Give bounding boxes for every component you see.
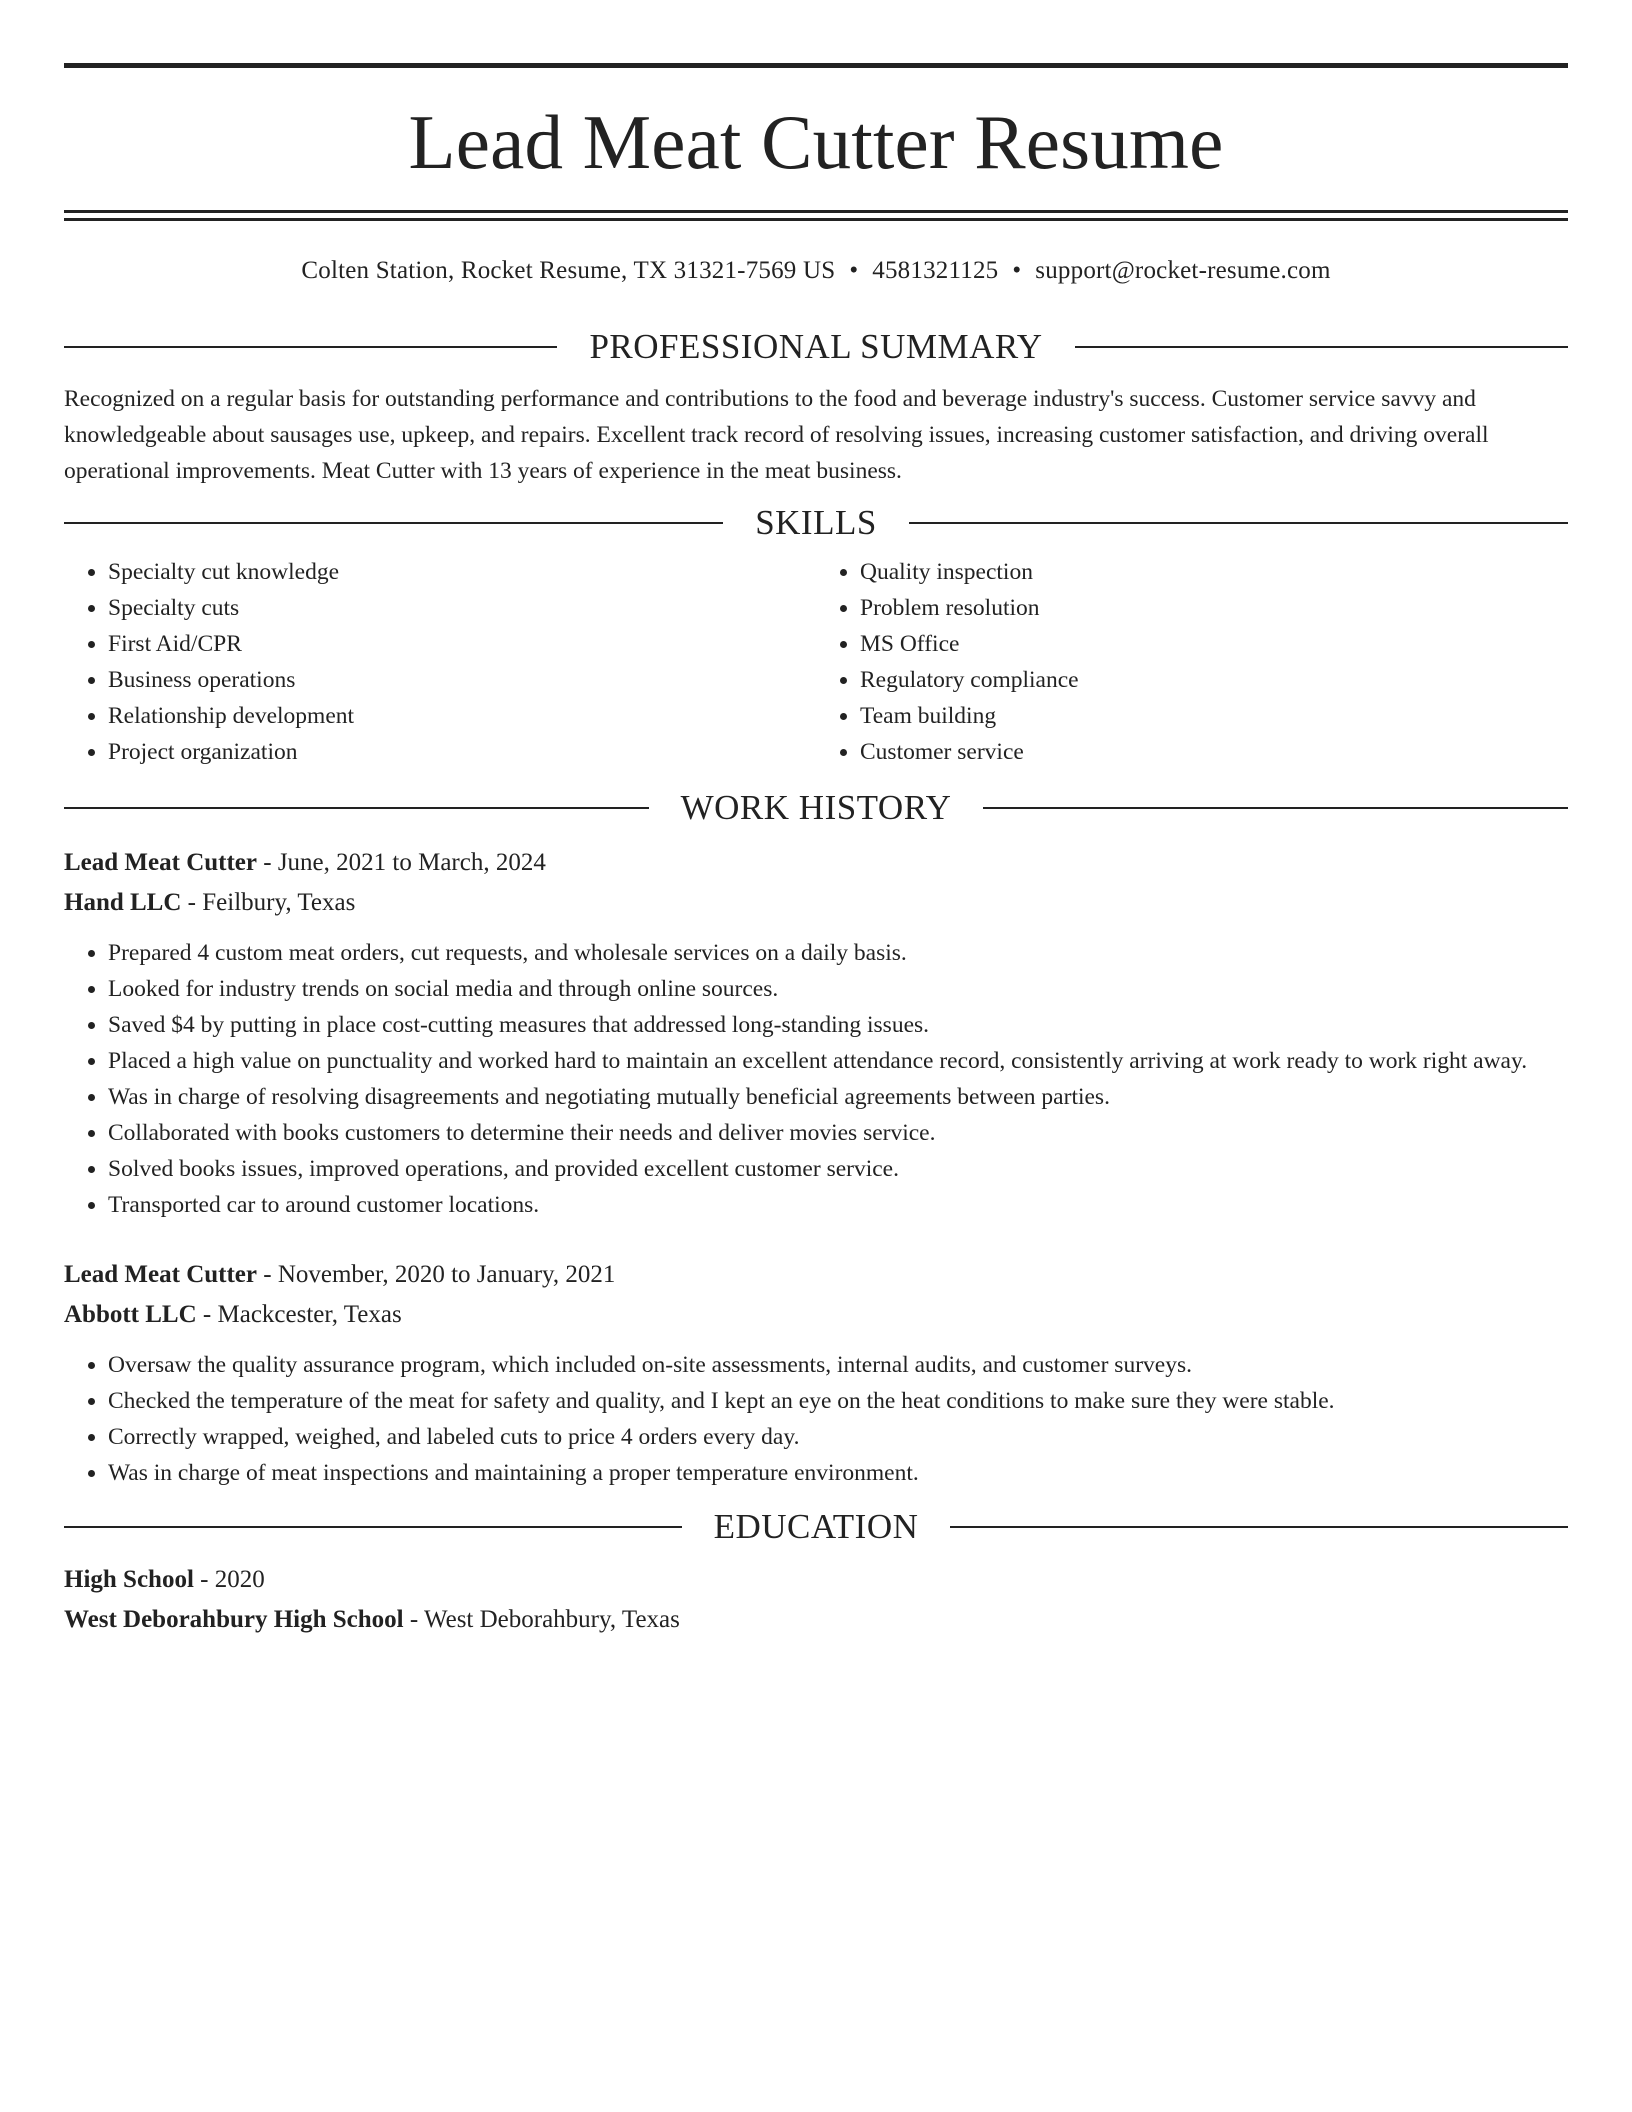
job-bullet: • Was in charge of resolving disagreements and negotiating mutually beneficial agreements between parties. bbox=[108, 1079, 1568, 1115]
job-bullet: • Was in charge of meat inspections and maintaining a proper temperature environment. bbox=[108, 1455, 1568, 1491]
job-company: Hand LLC bbox=[64, 889, 182, 916]
top-rule bbox=[64, 63, 1568, 68]
divider-line bbox=[1075, 346, 1568, 348]
job-company-line bbox=[64, 883, 1568, 923]
section-title: PROFESSIONAL SUMMARY bbox=[589, 327, 1043, 366]
job-bullet: • Solved books issues, improved operations, and provided excellent customer service. bbox=[108, 1151, 1568, 1187]
contact-email: support@rocket-resume.com bbox=[1035, 257, 1331, 284]
job-title: Lead Meat Cutter bbox=[64, 1261, 257, 1288]
work-heading bbox=[64, 790, 1568, 825]
skills-column-left bbox=[64, 554, 816, 770]
skill-item: • MS Office bbox=[860, 626, 1568, 662]
divider-line bbox=[64, 346, 557, 348]
job-bullet: • Checked the temperature of the meat for safety and quality, and I kept an eye on the heat conditions to make sure they were stable. bbox=[108, 1383, 1568, 1419]
contact-line bbox=[64, 258, 1568, 283]
job-bullet: • Looked for industry trends on social media and through online sources. bbox=[108, 971, 1568, 1007]
title-double-rule bbox=[64, 210, 1568, 221]
contact-phone: 4581321125 bbox=[872, 257, 999, 284]
skill-item: • Project organization bbox=[108, 734, 816, 770]
job-title-line bbox=[64, 1255, 1568, 1295]
job-bullets bbox=[64, 935, 1568, 1223]
job-bullet: • Placed a high value on punctuality and worked hard to maintain an excellent attendance record, consistently arriving at work ready to work right away. bbox=[108, 1043, 1568, 1079]
education-year: - 2020 bbox=[193, 1566, 265, 1593]
skill-item: • Business operations bbox=[108, 662, 816, 698]
job-entry bbox=[64, 1255, 1568, 1491]
education-entry bbox=[64, 1560, 1568, 1640]
skill-item: • Problem resolution bbox=[860, 590, 1568, 626]
resume-title: Lead Meat Cutter Resume bbox=[408, 99, 1224, 185]
job-location: - Feilbury, Texas bbox=[181, 889, 356, 916]
skill-item: • Relationship development bbox=[108, 698, 816, 734]
contact-address: Colten Station, Rocket Resume, TX 31321-7569 US bbox=[301, 257, 836, 284]
skills-list bbox=[64, 554, 1568, 770]
job-entry bbox=[64, 843, 1568, 1223]
education-location: - West Deborahbury, Texas bbox=[403, 1606, 680, 1633]
job-bullet: • Saved $4 by putting in place cost-cutting measures that addressed long-standing issues. bbox=[108, 1007, 1568, 1043]
job-bullet: • Transported car to around customer locations. bbox=[108, 1187, 1568, 1223]
divider-line bbox=[64, 1526, 682, 1528]
divider-line bbox=[909, 522, 1568, 524]
education-degree-line bbox=[64, 1560, 1568, 1600]
job-company: Abbott LLC bbox=[64, 1301, 197, 1328]
job-title: Lead Meat Cutter bbox=[64, 849, 257, 876]
job-dates: - November, 2020 to January, 2021 bbox=[257, 1261, 616, 1288]
job-dates: - June, 2021 to March, 2024 bbox=[257, 849, 546, 876]
job-bullets bbox=[64, 1347, 1568, 1491]
education-school: West Deborahbury High School bbox=[64, 1606, 404, 1633]
divider-line bbox=[64, 807, 649, 809]
section-title: WORK HISTORY bbox=[680, 788, 952, 827]
skill-item: • Customer service bbox=[860, 734, 1568, 770]
job-company-line bbox=[64, 1295, 1568, 1335]
education-degree: High School bbox=[64, 1566, 194, 1593]
divider-line bbox=[983, 807, 1568, 809]
job-title-line bbox=[64, 843, 1568, 883]
skill-item: • Team building bbox=[860, 698, 1568, 734]
section-title: EDUCATION bbox=[713, 1507, 919, 1546]
summary-heading bbox=[64, 329, 1568, 364]
skills-column-right bbox=[816, 554, 1568, 770]
job-location: - Mackcester, Texas bbox=[196, 1301, 402, 1328]
skill-item: • Regulatory compliance bbox=[860, 662, 1568, 698]
divider-line bbox=[950, 1526, 1568, 1528]
education-heading bbox=[64, 1509, 1568, 1544]
job-bullet: • Correctly wrapped, weighed, and labeled cuts to price 4 orders every day. bbox=[108, 1419, 1568, 1455]
skill-item: • Quality inspection bbox=[860, 554, 1568, 590]
skill-item: • Specialty cuts bbox=[108, 590, 816, 626]
divider-line bbox=[64, 522, 723, 524]
summary-text: Recognized on a regular basis for outstanding performance and contributions to the food and beverage industry's success. Customer service savvy and knowledgeable about sausages use, upkeep, and repairs. Excellent track record of resolving issues, increasing customer satisfaction, and driving overall operational improvements. Meat Cutter with 13 years of experience in the meat business. bbox=[64, 386, 1489, 484]
contact-separator: • bbox=[849, 257, 859, 284]
skill-item: • First Aid/CPR bbox=[108, 626, 816, 662]
job-bullet: • Oversaw the quality assurance program, which included on-site assessments, internal audits, and customer surveys. bbox=[108, 1347, 1568, 1383]
education-school-line bbox=[64, 1600, 1568, 1640]
job-bullet: • Collaborated with books customers to determine their needs and deliver movies service. bbox=[108, 1115, 1568, 1151]
skills-heading bbox=[64, 505, 1568, 540]
job-bullet: • Prepared 4 custom meat orders, cut requests, and wholesale services on a daily basis. bbox=[108, 935, 1568, 971]
skill-item: • Specialty cut knowledge bbox=[108, 554, 816, 590]
contact-separator: • bbox=[1012, 257, 1022, 284]
section-title: SKILLS bbox=[755, 503, 877, 542]
